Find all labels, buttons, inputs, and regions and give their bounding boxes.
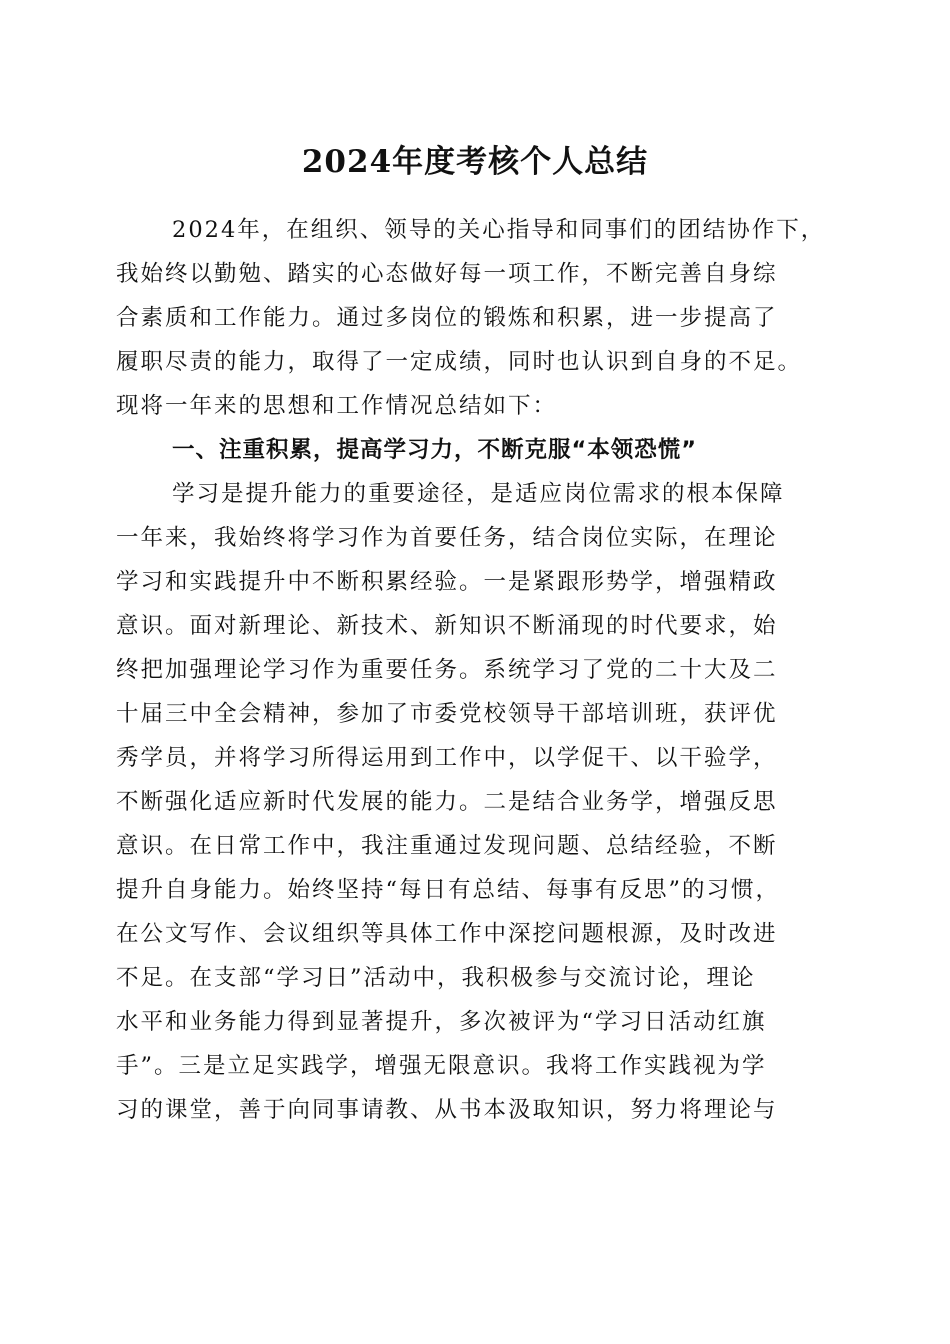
paragraph-line: 2024年，在组织、领导的关心指导和同事们的团结协作下， (172, 217, 826, 243)
paragraph-line: 习的课堂，善于向同事请教、从书本汲取知识，努力将理论与 (116, 1097, 778, 1123)
paragraph-line: 我始终以勤勉、踏实的心态做好每一项工作，不断完善自身综 (116, 261, 778, 287)
paragraph-line: 手”。三是立足实践学，增强无限意识。我将工作实践视为学 (116, 1053, 767, 1079)
paragraph-line: 履职尽责的能力，取得了一定成绩，同时也认识到自身的不足。 (116, 349, 803, 375)
paragraph-line: 学习是提升能力的重要途径，是适应岗位需求的根本保障 (172, 481, 785, 507)
paragraph-line: 不足。在支部“学习日”活动中，我积极参与交流讨论，理论 (116, 965, 756, 991)
paragraph-line: 意识。在日常工作中，我注重通过发现问题、总结经验，不断 (116, 833, 778, 859)
paragraph-line: 合素质和工作能力。通过多岗位的锻炼和积累，进一步提高了 (116, 305, 778, 331)
paragraph-line: 水平和业务能力得到显著提升，多次被评为“学习日活动红旗 (116, 1009, 767, 1035)
paragraph-line: 一年来，我始终将学习作为首要任务，结合岗位实际，在理论 (116, 525, 778, 551)
document-title: 2024年度考核个人总结 (301, 144, 649, 180)
paragraph-line: 秀学员，并将学习所得运用到工作中，以学促干、以干验学， (116, 745, 778, 771)
paragraph-line: 十届三中全会精神，参加了市委党校领导干部培训班，获评优 (116, 701, 778, 727)
paragraph-line: 不断强化适应新时代发展的能力。二是结合业务学，增强反思 (116, 789, 778, 815)
paragraph-line: 在公文写作、会议组织等具体工作中深挖问题根源，及时改进 (116, 921, 778, 947)
paragraph-line: 意识。面对新理论、新技术、新知识不断涌现的时代要求，始 (116, 613, 778, 639)
paragraph-line: 学习和实践提升中不断积累经验。一是紧跟形势学，增强精政 (116, 569, 778, 595)
paragraph-line: 终把加强理论学习作为重要任务。系统学习了党的二十大及二 (116, 657, 778, 683)
section-heading: 一、注重积累，提高学习力，不断克服“本领恐慌” (172, 437, 698, 463)
paragraph-line: 现将一年来的思想和工作情况总结如下： (116, 393, 558, 419)
paragraph-line: 提升自身能力。始终坚持“每日有总结、每事有反思”的习惯， (116, 877, 781, 903)
document-body (116, 208, 840, 1132)
